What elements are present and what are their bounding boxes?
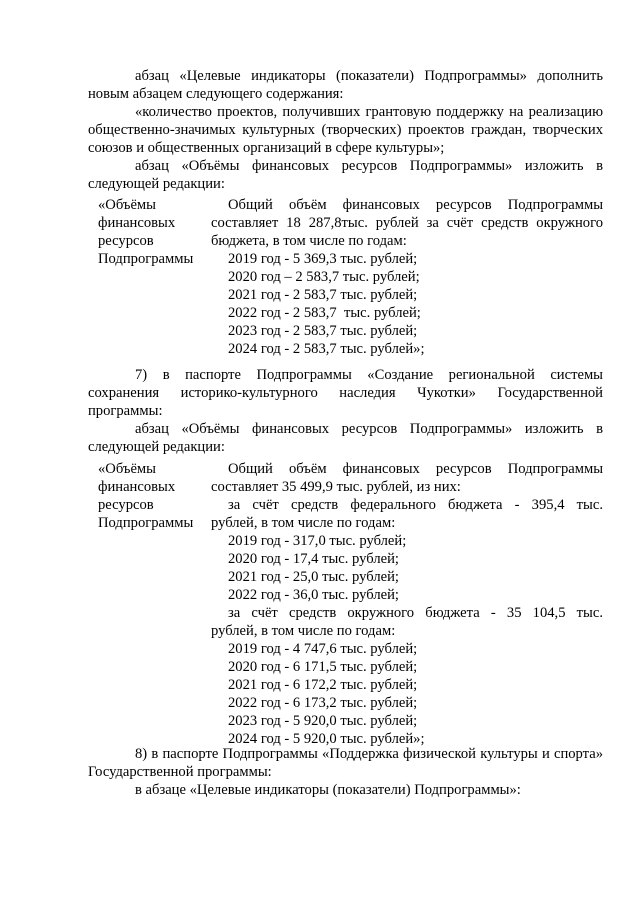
table-1-content: Общий объём финансовых ресурсов Подпрограммы составляет 18 287,8тыс. рублей за счёт средств окружного бюджета, в том числе по годам: 2019 год - 5 369,3 тыс. рублей; 2020 год – 2 583,7 тыс. рублей; 2021 год - 2 583,7 тыс. рублей; 2022 год - 2 583,7 тыс. рублей; 2023 год - 2 583,7 тыс. рублей; 2024 год - 2 583,7 тыс. рублей»; (211, 197, 603, 357)
district-budget-line: за счёт средств окружного бюджета - 35 104,5 тыс. (228, 605, 603, 621)
paragraph-item-8: 8) в паспорте Подпрограммы «Поддержка физической культуры и спорта» Государственной программы: (88, 746, 603, 780)
year-row: 2019 год - 5 369,3 тыс. рублей; (228, 251, 418, 267)
table-1-lead: Общий объём финансовых ресурсов Подпрограммы (228, 197, 603, 213)
year-row: 2023 год - 2 583,7 тыс. рублей; (228, 323, 418, 339)
federal-budget-line: за счёт средств федерального бюджета - 395,4 тыс. (228, 497, 603, 513)
table-2-content: Общий объём финансовых ресурсов Подпрограммы составляет 35 499,9 тыс. рублей, из них: за счёт средств федерального бюджета - 395,4 тыс. рублей, в том числе по годам: 2019 год - 317,0 тыс. рублей; 2020 год - 17,4 тыс. рублей; 2021 год - 25,0 тыс. рублей; 2022 год - 36,0 тыс. рублей; за счёт средств окружного бюджета - 35 104,5 тыс. рублей, в том числе по годам: 2019 год - 4 747,6 тыс. рублей; 2020 год - 6 171,5 тыс. рублей; 2021 год - 6 172,2 тыс. рублей; 2022 год - 6 173,2 тыс. рублей; 2023 год - 5 920,0 тыс. рублей; 2024 год - 5 920,0 тыс. рублей»; (211, 461, 603, 747)
paragraph-grant-quote: «количество проектов, получивших грантовую поддержку на реализацию общественно-значимых культурных (творческих) проектов граждан, творческих союзов и общественных организаций в сфере культуры»; (88, 104, 603, 156)
year-row: 2019 год - 317,0 тыс. рублей; (228, 533, 407, 549)
year-row: 2023 год - 5 920,0 тыс. рублей; (228, 713, 418, 729)
table-2-label: «Объёмы финансовых ресурсов Подпрограммы (98, 461, 194, 531)
year-row: 2022 год - 6 173,2 тыс. рублей; (228, 695, 418, 711)
paragraph-indicators-intro: абзац «Целевые индикаторы (показатели) Подпрограммы» дополнить новым абзацем следующего содержания: (88, 68, 603, 102)
section-7 (88, 366, 603, 456)
year-row: 2022 год - 2 583,7 тыс. рублей; (228, 305, 421, 321)
paragraph-item-7: 7) в паспорте Подпрограммы «Создание региональной системы сохранения историко-культурного наследия Чукотки» Государственной программы: (88, 367, 603, 419)
year-row: 2020 год - 6 171,5 тыс. рублей; (228, 659, 418, 675)
table-2-lead: Общий объём финансовых ресурсов Подпрограммы (228, 461, 603, 477)
year-row: 2020 год - 17,4 тыс. рублей; (228, 551, 399, 567)
year-row: 2019 год - 4 747,6 тыс. рублей; (228, 641, 418, 657)
paragraph-indicators-edit-8: в абзаце «Целевые индикаторы (показатели) Подпрограммы»: (135, 782, 521, 798)
section-8 (88, 745, 603, 799)
year-row: 2024 год - 5 920,0 тыс. рублей»; (228, 731, 425, 747)
funding-table-2 (88, 460, 603, 747)
table-1-label: «Объёмы финансовых ресурсов Подпрограммы (98, 197, 194, 267)
year-row: 2024 год - 2 583,7 тыс. рублей»; (228, 341, 425, 357)
year-row: 2022 год - 36,0 тыс. рублей; (228, 587, 399, 603)
paragraph-volumes-edit-7: абзац «Объёмы финансовых ресурсов Подпрограммы» изложить в следующей редакции: (88, 421, 603, 455)
funding-table-1 (88, 196, 603, 356)
year-row: 2021 год - 6 172,2 тыс. рублей; (228, 677, 418, 693)
paragraph-volumes-edit: абзац «Объёмы финансовых ресурсов Подпрограммы» изложить в следующей редакции: (88, 158, 603, 192)
year-row: 2021 год - 25,0 тыс. рублей; (228, 569, 399, 585)
year-row: 2020 год – 2 583,7 тыс. рублей; (228, 269, 420, 285)
section-1 (88, 67, 603, 193)
year-row: 2021 год - 2 583,7 тыс. рублей; (228, 287, 418, 303)
